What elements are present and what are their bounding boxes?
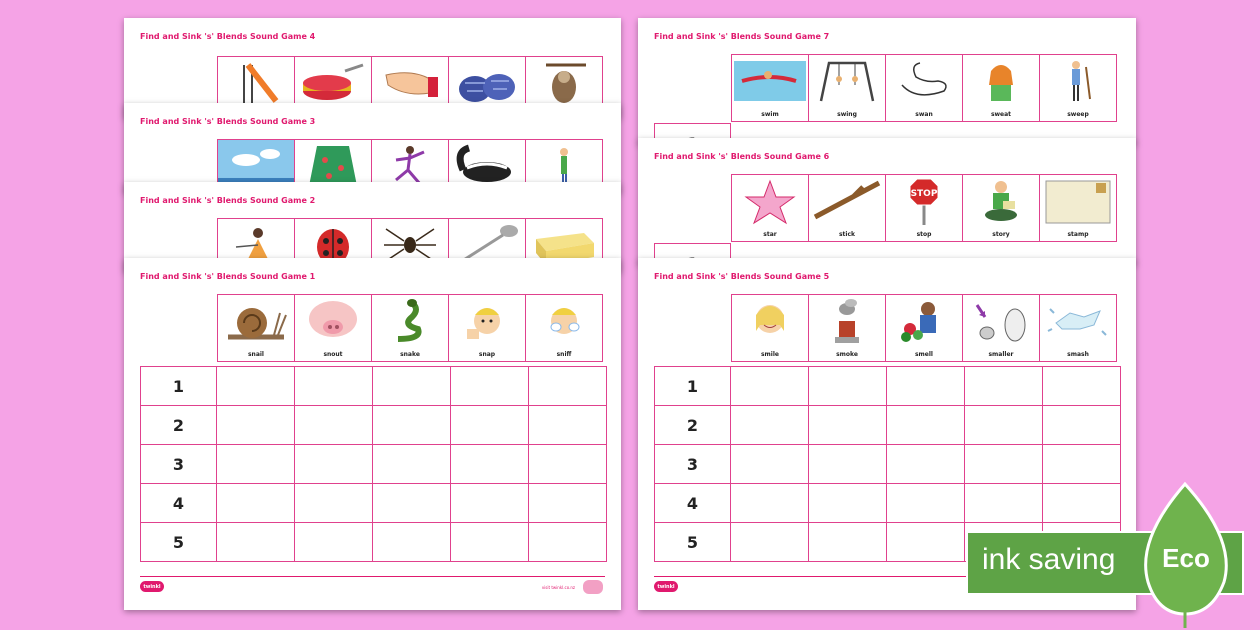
- grid-cell[interactable]: [809, 522, 887, 562]
- picture-star: [731, 174, 809, 242]
- grid-cell[interactable]: [529, 483, 607, 523]
- row-number: 5: [140, 522, 217, 562]
- grid-cell[interactable]: [731, 522, 809, 562]
- picture-smile: [731, 294, 809, 362]
- sheet-game-1: [124, 258, 621, 610]
- sheet-game-7: [638, 18, 1136, 144]
- grid-cell[interactable]: [809, 444, 887, 484]
- grid-cell[interactable]: [529, 522, 607, 562]
- row-number: 4: [654, 483, 731, 523]
- sheet-title: Find and Sink 's' Blends Sound Game 1: [140, 272, 316, 281]
- grid-cell[interactable]: [217, 444, 295, 484]
- grid-cell[interactable]: [295, 366, 373, 406]
- word-stop: stop: [916, 231, 932, 238]
- twinkl-logo: twinkl: [140, 581, 164, 592]
- picture-stick: [808, 174, 886, 242]
- sheet-title: Find and Sink 's' Blends Sound Game 2: [140, 196, 316, 205]
- word-smile: smile: [760, 351, 779, 358]
- grid-cell[interactable]: [887, 444, 965, 484]
- answer-grid: [140, 367, 607, 562]
- grid-cell[interactable]: [217, 522, 295, 562]
- grid-cell[interactable]: [887, 522, 965, 562]
- row-number: 4: [140, 483, 217, 523]
- picture-snout: [294, 294, 372, 362]
- grid-cell[interactable]: [887, 405, 965, 445]
- sheet-game-3: [124, 103, 621, 193]
- grid-cell[interactable]: [731, 444, 809, 484]
- sheet-title: Find and Sink 's' Blends Sound Game 5: [654, 272, 830, 281]
- grid-cell[interactable]: [451, 522, 529, 562]
- row-number: 1: [140, 366, 217, 406]
- picture-story: [962, 174, 1040, 242]
- word-sniff: sniff: [556, 351, 572, 358]
- footer-site: visit twinkl.co.nz: [541, 585, 575, 590]
- grid-cell[interactable]: [809, 483, 887, 523]
- picture-swim: [731, 54, 809, 122]
- grid-cell[interactable]: [373, 522, 451, 562]
- grid-cell[interactable]: [529, 444, 607, 484]
- picture-sweat: [962, 54, 1040, 122]
- sheet-title: Find and Sink 's' Blends Sound Game 6: [654, 152, 830, 161]
- grid-cell[interactable]: [1043, 444, 1121, 484]
- eco-label: Eco: [1162, 543, 1210, 573]
- twinkl-logo: twinkl: [654, 581, 678, 592]
- grid-cell[interactable]: [451, 483, 529, 523]
- grid-cell[interactable]: [295, 405, 373, 445]
- grid-cell[interactable]: [731, 405, 809, 445]
- word-smaller: smaller: [988, 351, 1014, 358]
- footer-divider: [140, 576, 605, 577]
- grid-cell[interactable]: [529, 366, 607, 406]
- grid-cell[interactable]: [731, 483, 809, 523]
- grid-cell[interactable]: [373, 405, 451, 445]
- word-smoke: smoke: [836, 351, 858, 358]
- sheet-title: Find and Sink 's' Blends Sound Game 7: [654, 32, 830, 41]
- row-number: 5: [654, 522, 731, 562]
- grid-cell[interactable]: [965, 405, 1043, 445]
- picture-sweep: [1039, 54, 1117, 122]
- word-smell: smell: [914, 351, 933, 358]
- picture-snap: [448, 294, 526, 362]
- grid-cell[interactable]: [1043, 366, 1121, 406]
- word-swing: swing: [837, 111, 857, 118]
- grid-cell[interactable]: [295, 483, 373, 523]
- grid-cell[interactable]: [373, 366, 451, 406]
- picture-smaller: [962, 294, 1040, 362]
- word-stick: stick: [838, 231, 856, 238]
- grid-cell[interactable]: [1043, 483, 1121, 523]
- grid-cell[interactable]: [217, 405, 295, 445]
- picture-sniff: [525, 294, 603, 362]
- picture-smoke: [808, 294, 886, 362]
- row-number: 3: [140, 444, 217, 484]
- picture-stamp: [1039, 174, 1117, 242]
- grid-cell[interactable]: [1043, 405, 1121, 445]
- grid-cell[interactable]: [529, 405, 607, 445]
- twinkl-badge-icon: [583, 580, 603, 594]
- picture-snail: [217, 294, 295, 362]
- word-swim: swim: [761, 111, 779, 118]
- grid-cell[interactable]: [373, 444, 451, 484]
- grid-cell[interactable]: [809, 405, 887, 445]
- sheet-game-6: [638, 138, 1136, 264]
- grid-cell[interactable]: [965, 483, 1043, 523]
- grid-cell[interactable]: [965, 366, 1043, 406]
- word-smash: smash: [1067, 351, 1089, 358]
- grid-cell[interactable]: [295, 522, 373, 562]
- word-snail: snail: [247, 351, 264, 358]
- sheet-title: Find and Sink 's' Blends Sound Game 3: [140, 117, 316, 126]
- grid-cell[interactable]: [451, 405, 529, 445]
- row-number: 1: [654, 366, 731, 406]
- stop-sign-text: STOP: [910, 189, 938, 199]
- grid-cell[interactable]: [965, 444, 1043, 484]
- grid-cell[interactable]: [809, 366, 887, 406]
- word-snout: snout: [323, 351, 343, 358]
- grid-cell[interactable]: [731, 366, 809, 406]
- grid-cell[interactable]: [217, 483, 295, 523]
- ink-saving-label: ink saving: [982, 543, 1116, 576]
- word-snake: snake: [400, 351, 420, 358]
- picture-swing: [808, 54, 886, 122]
- word-stamp: stamp: [1067, 231, 1089, 238]
- word-snap: snap: [478, 351, 496, 358]
- grid-cell[interactable]: [887, 483, 965, 523]
- word-swan: swan: [915, 111, 933, 118]
- grid-cell[interactable]: [373, 483, 451, 523]
- sheet-title: Find and Sink 's' Blends Sound Game 4: [140, 32, 316, 41]
- word-sweep: sweep: [1067, 111, 1089, 118]
- picture-swan: [885, 54, 963, 122]
- picture-stop: [885, 174, 963, 242]
- grid-cell[interactable]: [451, 444, 529, 484]
- word-story: story: [992, 231, 1010, 238]
- word-sweat: sweat: [990, 111, 1012, 118]
- grid-cell[interactable]: [451, 366, 529, 406]
- grid-cell[interactable]: [887, 366, 965, 406]
- picture-snake: [371, 294, 449, 362]
- grid-cell[interactable]: [295, 444, 373, 484]
- grid-cell[interactable]: [217, 366, 295, 406]
- picture-smash: [1039, 294, 1117, 362]
- word-star: star: [763, 231, 777, 238]
- row-number: 2: [654, 405, 731, 445]
- picture-smell: [885, 294, 963, 362]
- row-number: 3: [654, 444, 731, 484]
- row-number: 2: [140, 405, 217, 445]
